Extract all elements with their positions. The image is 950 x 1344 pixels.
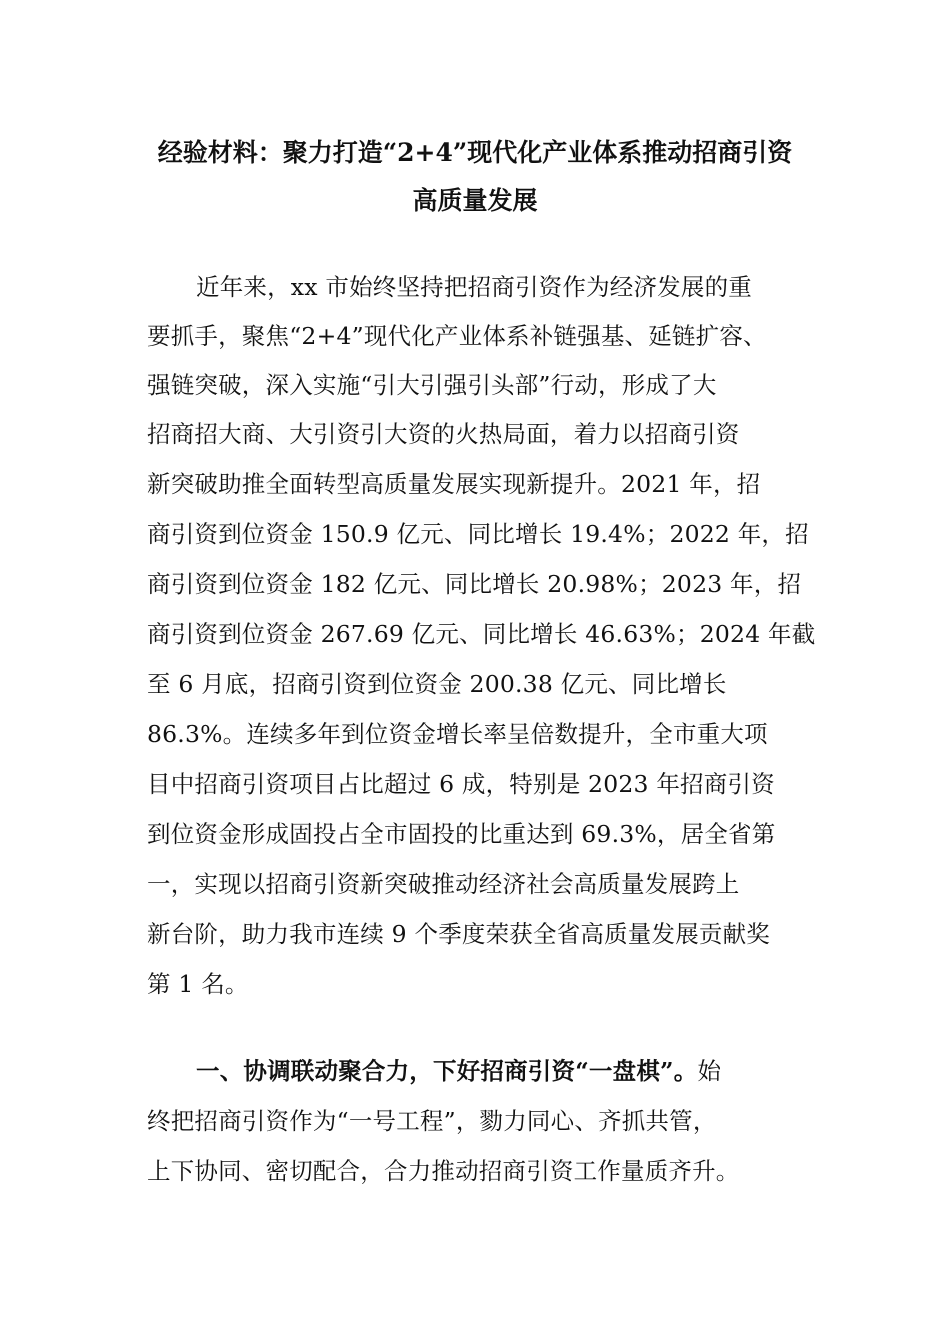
paragraph-1-line-5: 新突破助推全面转型高质量发展实现新提升。2021 年，招	[147, 470, 761, 498]
paragraph-1-line-2: 要抓手，聚焦“2+4”现代化产业体系补链强基、延链扩容、	[147, 322, 767, 350]
paragraph-1-line-6: 商引资到位资金 150.9 亿元、同比增长 19.4%；2022 年，招	[147, 520, 809, 548]
paragraph-1-line-4: 招商招大商、大引资引大资的火热局面，着力以招商引资	[147, 420, 740, 448]
paragraph-1-line-15: 第 1 名。	[147, 970, 249, 998]
document-title-line-1: 经验材料：聚力打造“2+4”现代化产业体系推动招商引资	[157, 138, 793, 167]
paragraph-1-line-8: 商引资到位资金 267.69 亿元、同比增长 46.63%；2024 年截	[147, 620, 816, 648]
paragraph-1-line-13: 一，实现以招商引资新突破推动经济社会高质量发展跨上	[147, 870, 740, 898]
section-1-first-line	[196, 1056, 721, 1086]
paragraph-1-line-14: 新台阶，助力我市连续 9 个季度荣获全省高质量发展贡献奖	[147, 920, 770, 948]
section-1-line-3: 上下协同、密切配合，合力推动招商引资工作量质齐升。	[147, 1157, 740, 1185]
section-1-heading: 一、协调联动聚合力，下好招商引资“一盘棋”。	[196, 1057, 698, 1085]
paragraph-1-line-7: 商引资到位资金 182 亿元、同比增长 20.98%；2023 年，招	[147, 570, 802, 598]
paragraph-1-line-1: 近年来，xx 市始终坚持把招商引资作为经济发展的重	[196, 273, 752, 301]
section-1-heading-tail: 始	[697, 1057, 722, 1085]
paragraph-1-line-12: 到位资金形成固投占全市固投的比重达到 69.3%，居全省第	[147, 820, 776, 848]
paragraph-1-line-3: 强链突破，深入实施“引大引强引头部”行动，形成了大	[147, 371, 717, 399]
section-1-line-2: 终把招商引资作为“一号工程”，勠力同心、齐抓共管，	[147, 1107, 717, 1135]
paragraph-1-line-9: 至 6 月底，招商引资到位资金 200.38 亿元、同比增长	[147, 670, 727, 698]
document-title-line-2: 高质量发展	[412, 186, 538, 215]
paragraph-1-line-11: 目中招商引资项目占比超过 6 成，特别是 2023 年招商引资	[147, 770, 775, 798]
paragraph-1-line-10: 86.3%。连续多年到位资金增长率呈倍数提升，全市重大项	[147, 720, 768, 748]
